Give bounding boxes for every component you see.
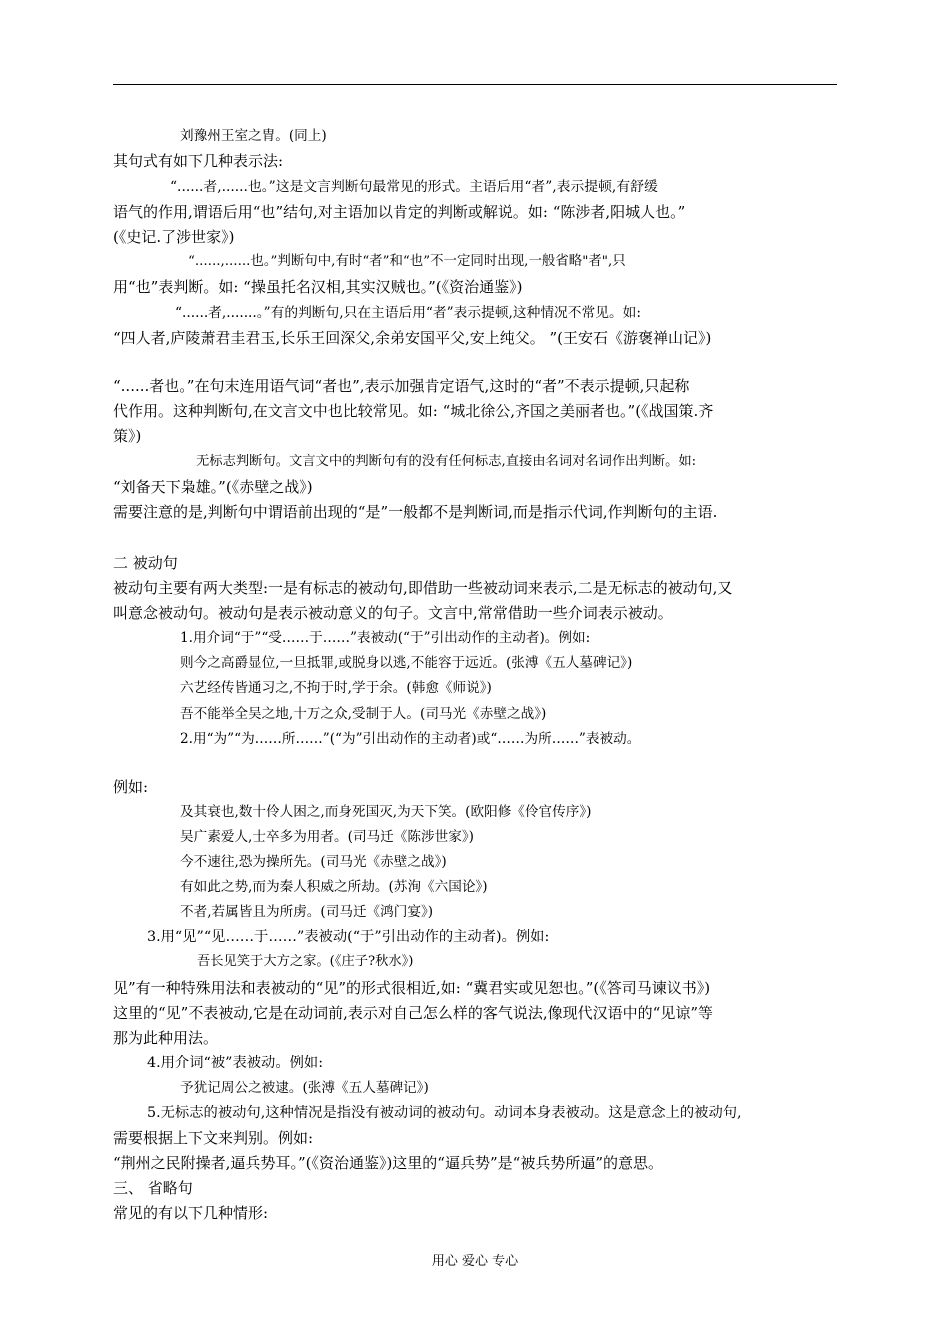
text-line: “......者,.......。”有的判断句,只在主语后用“者”表示提顿,这种情况不常见。如: — [175, 305, 641, 321]
section-heading: 二 被动句 — [113, 554, 178, 572]
text-line: 用“也”表判断。如: “操虽托名汉相,其实汉贼也。”(《资治通鉴》) — [113, 278, 523, 296]
text-line: 叫意念被动句。被动句是表示被动意义的句子。文言中,常常借助一些介词表示被动。 — [113, 604, 673, 622]
text-line: 今不速往,恐为操所先。(司马光《赤壁之战》) — [180, 854, 447, 870]
text-line: 需要根据上下文来判别。例如: — [113, 1129, 314, 1147]
text-line: 1.用介词“于”“受……于……”表被动(“于”引出动作的主动者)。例如: — [180, 630, 591, 646]
text-line: “四人者,庐陵萧君圭君玉,长乐王回深父,余弟安国平父,安上纯父。 ”(王安石《游褒禅山记》) — [113, 329, 712, 347]
text-line: 那为此种用法。 — [113, 1029, 219, 1047]
text-line: 3.用“见”“见……于……”表被动(“于”引出动作的主动者)。例如: — [147, 929, 550, 945]
text-line: 5.无标志的被动句,这种情况是指没有被动词的被动句。动词本身表被动。这是意念上的被动句, — [147, 1105, 742, 1121]
text-line: 常见的有以下几种情形: — [113, 1204, 269, 1222]
text-line: 吴广素爱人,士卒多为用者。(司马迁《陈涉世家》) — [180, 829, 474, 845]
text-line: “......,......也。”判断句中,有时“者”和“也”不一定同时出现,一般省略"者",只 — [188, 254, 626, 269]
text-line: 这里的“见”不表被动,它是在动词前,表示对自己怎么样的客气说法,像现代汉语中的“见谅”等 — [113, 1004, 713, 1022]
page-footer: 用心 爱心 专心 — [431, 1254, 519, 1269]
text-line: 吾长见笑于大方之家。(《庄子?秋水》) — [197, 954, 414, 969]
text-line: 有如此之势,而为秦人积威之所劫。(苏洵《六国论》) — [180, 879, 488, 895]
text-line: 及其衰也,数十伶人困之,而身死国灭,为天下笑。(欧阳修《伶官传序》) — [180, 804, 592, 820]
text-line: 六艺经传皆通习之,不拘于时,学于余。(韩愈《师说》) — [180, 680, 492, 696]
text-line: 其句式有如下几种表示法: — [113, 152, 284, 170]
text-line: 需要注意的是,判断句中谓语前出现的“是”一般都不是判断词,而是指示代词,作判断句的主语. — [113, 503, 718, 521]
text-line: 刘豫州王室之胄。(同上) — [180, 128, 327, 144]
text-line: 则今之高爵显位,一旦抵罪,或脱身以逃,不能容于远近。(张溥《五人墓碑记》) — [180, 655, 633, 671]
text-line: 代作用。这种判断句,在文言文中也比较常见。如: “城北徐公,齐国之美丽者也。”(《战国策.齐 — [113, 402, 714, 420]
text-line: 无标志判断句。文言文中的判断句有的没有任何标志,直接由名词对名词作出判断。如: — [196, 454, 697, 469]
text-line: 语气的作用,谓语后用“也”结句,对主语加以肯定的判断或解说。如: “陈涉者,阳城人也。” — [113, 203, 686, 221]
text-line: 4.用介词“被”表被动。例如: — [147, 1055, 324, 1071]
text-line: 吾不能举全吴之地,十万之众,受制于人。(司马光《赤壁之战》) — [180, 706, 547, 722]
text-line: (《史记.了涉世家》) — [113, 228, 235, 246]
text-line: 见”有一种特殊用法和表被动的“见”的形式很相近,如: “冀君实或见恕也。”(《答司马谏议书》) — [113, 979, 711, 997]
text-line: 不者,若属皆且为所虏。(司马迁《鸿门宴》) — [180, 904, 434, 920]
header-rule — [113, 84, 837, 85]
text-line: “荆州之民附操者,逼兵势耳。”(《资治通鉴》)这里的“逼兵势”是“被兵势所逼”的意思。 — [113, 1154, 663, 1172]
section-heading: 三、 省略句 — [113, 1179, 193, 1197]
text-line: 策》) — [113, 427, 142, 445]
text-line: 予犹记周公之被逮。(张溥《五人墓碑记》) — [180, 1080, 429, 1096]
text-line: “刘备天下枭雄。”(《赤壁之战》) — [113, 478, 313, 496]
text-line: “......者也。”在句末连用语气词“者也”,表示加强肯定语气,这时的“者”不表示提顿,只起称 — [113, 377, 690, 395]
text-line: 例如: — [113, 778, 149, 796]
text-line: 被动句主要有两大类型:一是有标志的被动句,即借助一些被动词来表示,二是无标志的被动句,又 — [113, 579, 733, 597]
text-line: “......者,......也。”这是文言判断句最常见的形式。主语后用“者”,表示提顿,有舒缓 — [170, 179, 658, 195]
text-line: 2.用“为”“为……所……”(“为”引出动作的主动者)或“……为所……”表被动。 — [180, 731, 641, 747]
